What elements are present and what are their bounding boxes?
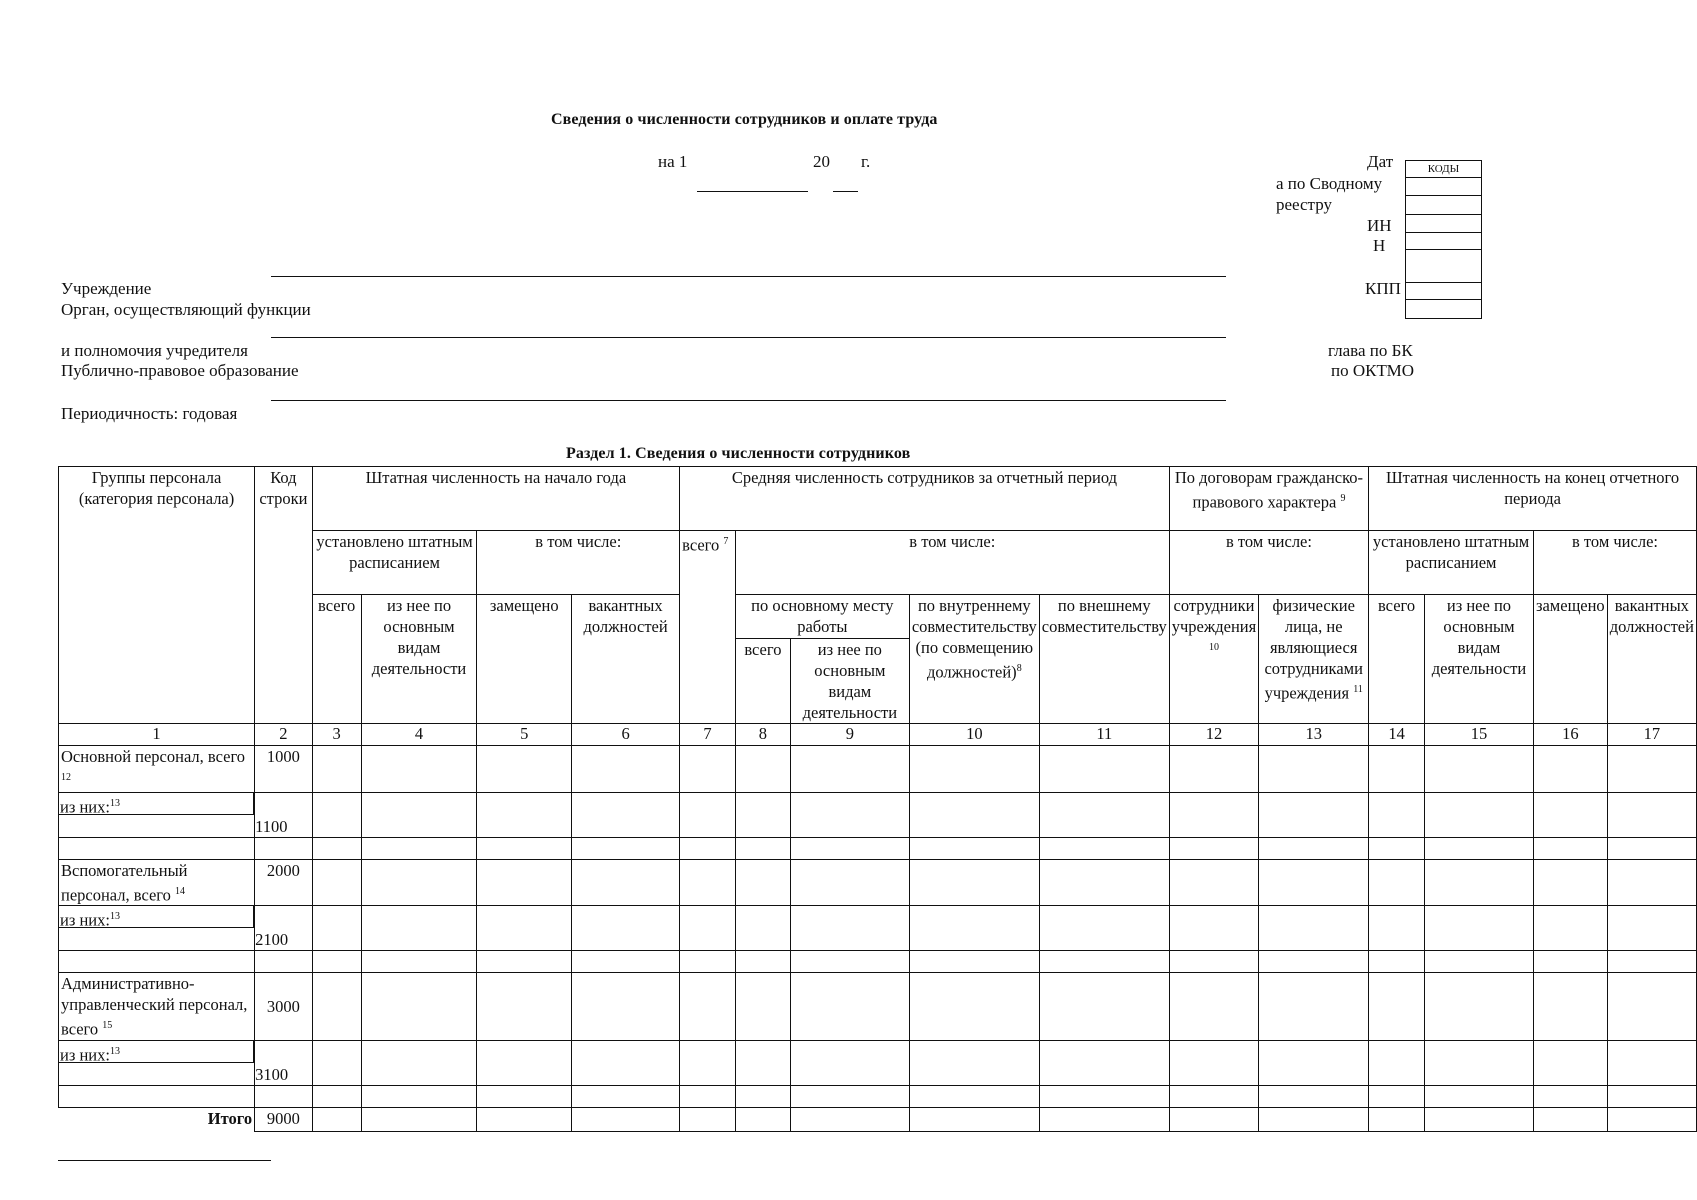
of-them-label: из них:$^{13}$ (59, 1041, 254, 1063)
codes-header: КОДЫ (1406, 161, 1481, 178)
data-cell[interactable] (572, 951, 680, 973)
data-cell[interactable] (1259, 1107, 1369, 1131)
codes-inn-label-2: Н (1373, 236, 1386, 255)
col-code-header: Код строки (255, 467, 313, 724)
code-svod-cell[interactable] (1406, 196, 1481, 215)
data-cell[interactable] (1039, 859, 1169, 906)
established-header: установлено штатным расписанием (312, 531, 477, 595)
data-cell[interactable] (680, 906, 736, 951)
col-number: 5 (477, 724, 572, 746)
col-groups-header: Группы персонала (категория персонала) (59, 467, 255, 724)
col-number: 4 (361, 724, 477, 746)
data-cell[interactable] (735, 1040, 790, 1085)
data-cell[interactable] (1369, 973, 1425, 1041)
avg-header: Средняя численность сотрудников за отчетный период (680, 467, 1170, 531)
data-cell[interactable] (1369, 951, 1425, 973)
table-row (59, 1085, 1697, 1107)
data-cell[interactable] (1369, 859, 1425, 906)
footnote-separator (58, 1160, 271, 1161)
table-row (59, 906, 1697, 951)
date-suffix: г. (861, 152, 871, 171)
codes-svod-label: а по Сводному (1276, 174, 1383, 193)
data-cell[interactable] (909, 746, 1039, 793)
data-cell[interactable] (1607, 1040, 1696, 1085)
data-cell[interactable] (735, 1085, 790, 1107)
data-cell[interactable] (1259, 746, 1369, 793)
data-cell[interactable] (312, 1107, 361, 1131)
data-cell[interactable] (680, 792, 736, 837)
col-number: 10 (909, 724, 1039, 746)
data-cell[interactable] (735, 859, 790, 906)
data-cell[interactable] (477, 1107, 572, 1131)
data-cell[interactable] (1369, 1040, 1425, 1085)
row-label: Административно-управленческий персонал, всего $^{15}$ (59, 973, 255, 1041)
col-number: 1 (59, 724, 255, 746)
data-cell[interactable] (1169, 792, 1258, 837)
data-cell[interactable] (680, 951, 736, 973)
data-cell[interactable] (572, 792, 680, 837)
of-them-cell (59, 906, 255, 951)
main-place-total-header: всего (735, 639, 790, 724)
data-cell[interactable] (735, 906, 790, 951)
contracts-incl-header: в том числе: (1169, 531, 1368, 595)
data-cell[interactable] (361, 859, 477, 906)
codes-inn-label: ИН (1367, 216, 1392, 235)
data-cell[interactable] (790, 837, 909, 859)
data-cell[interactable] (1259, 906, 1369, 951)
data-cell[interactable] (1424, 746, 1533, 793)
data-cell[interactable] (1424, 973, 1533, 1041)
data-cell[interactable] (1039, 792, 1169, 837)
section-title: Раздел 1. Сведения о численности сотрудников (566, 445, 911, 462)
data-cell[interactable] (1169, 906, 1258, 951)
data-cell[interactable] (572, 1085, 680, 1107)
data-cell[interactable] (909, 859, 1039, 906)
staff-end-header: Штатная численность на конец отчетного периода (1369, 467, 1697, 531)
row-code: 2000 (255, 859, 313, 906)
data-cell[interactable] (572, 1107, 680, 1131)
data-cell[interactable] (790, 1085, 909, 1107)
data-cell[interactable] (909, 906, 1039, 951)
table-row (59, 951, 1697, 973)
row-code: 1100 (255, 792, 313, 837)
date-year-prefix: 20 (813, 152, 830, 171)
data-cell[interactable] (572, 1040, 680, 1085)
codes-table (1405, 160, 1482, 319)
data-cell[interactable] (1259, 973, 1369, 1041)
data-cell[interactable] (790, 973, 909, 1041)
table-row (59, 792, 1697, 837)
date-prefix: на 1 (658, 152, 688, 171)
incl-end-header: в том числе: (1533, 531, 1696, 595)
data-cell[interactable] (312, 973, 361, 1041)
data-cell[interactable] (361, 1107, 477, 1131)
public-entity-label: Публично-правовое образование (61, 361, 299, 380)
data-cell[interactable] (1607, 973, 1696, 1041)
data-cell[interactable] (1607, 837, 1696, 859)
end-vacant-header: вакантных должностей (1607, 595, 1696, 724)
organ-label-2: и полномочия учредителя (61, 341, 248, 360)
data-cell[interactable] (680, 1107, 736, 1131)
col-number: 9 (790, 724, 909, 746)
data-cell[interactable] (477, 1085, 572, 1107)
data-cell[interactable] (1607, 951, 1696, 973)
data-cell[interactable] (312, 1085, 361, 1107)
blank-code-cell[interactable] (255, 837, 313, 859)
col-number: 11 (1039, 724, 1169, 746)
data-cell[interactable] (1533, 1107, 1607, 1131)
data-cell[interactable] (1424, 906, 1533, 951)
data-cell[interactable] (1169, 1040, 1258, 1085)
data-cell[interactable] (1607, 1107, 1696, 1131)
row-code: 3000 (255, 973, 313, 1041)
data-cell[interactable] (1533, 1040, 1607, 1085)
of-them-cell (59, 792, 255, 837)
data-cell[interactable] (1607, 1085, 1696, 1107)
data-cell[interactable] (1533, 746, 1607, 793)
data-cell[interactable] (909, 1107, 1039, 1131)
institution-field[interactable] (271, 276, 1226, 277)
data-cell[interactable] (1039, 1107, 1169, 1131)
data-cell[interactable] (1259, 792, 1369, 837)
data-cell[interactable] (1169, 1107, 1258, 1131)
data-cell[interactable] (790, 859, 909, 906)
data-cell[interactable] (361, 906, 477, 951)
code-inn-cell-2[interactable] (1406, 250, 1481, 283)
data-cell[interactable] (1259, 1040, 1369, 1085)
data-cell[interactable] (1369, 837, 1425, 859)
col-number: 17 (1607, 724, 1696, 746)
document-title: Сведения о численности сотрудников и оплате труда (551, 111, 938, 128)
data-cell[interactable] (1039, 746, 1169, 793)
table-row (59, 746, 1697, 793)
code-kpp-cell[interactable] (1406, 283, 1481, 300)
data-cell[interactable] (1424, 951, 1533, 973)
data-cell[interactable] (312, 906, 361, 951)
data-cell[interactable] (790, 1107, 909, 1131)
table-row-total (59, 1107, 1697, 1131)
data-cell[interactable] (1169, 837, 1258, 859)
avg-incl-header: в том числе: (735, 531, 1169, 595)
organ-field[interactable] (271, 337, 1226, 338)
data-cell[interactable] (572, 973, 680, 1041)
data-cell[interactable] (312, 859, 361, 906)
start-filled-header: замещено (477, 595, 572, 724)
data-cell[interactable] (477, 792, 572, 837)
main-place-header: по основному месту работы (735, 595, 909, 639)
data-cell[interactable] (790, 1040, 909, 1085)
data-cell[interactable] (572, 746, 680, 793)
codes-date-label: Дат (1367, 152, 1394, 171)
data-cell[interactable] (312, 951, 361, 973)
contracts-header: По договорам гражданско-правового характера $^9$ (1169, 467, 1368, 531)
individuals-header: физические лица, не являющиеся сотрудниками учреждения $^{11}$ (1259, 595, 1369, 724)
code-inn-cell[interactable] (1406, 233, 1481, 250)
row-code: 1000 (255, 746, 313, 793)
data-cell[interactable] (1259, 951, 1369, 973)
data-cell[interactable] (909, 1085, 1039, 1107)
data-cell[interactable] (1533, 973, 1607, 1041)
col-number: 14 (1369, 724, 1425, 746)
data-cell[interactable] (790, 906, 909, 951)
data-cell[interactable] (1169, 951, 1258, 973)
data-cell[interactable] (1169, 973, 1258, 1041)
data-cell[interactable] (909, 1040, 1039, 1085)
blank-label-cell (59, 951, 255, 973)
col-number: 6 (572, 724, 680, 746)
data-cell[interactable] (1424, 1107, 1533, 1131)
col-number: 2 (255, 724, 313, 746)
avg-total-header: всего $^7$ (680, 531, 736, 724)
data-cell[interactable] (1533, 906, 1607, 951)
data-cell[interactable] (477, 906, 572, 951)
data-cell[interactable] (1607, 792, 1696, 837)
data-cell[interactable] (680, 1040, 736, 1085)
data-cell[interactable] (1424, 1085, 1533, 1107)
codes-reestr-label: реестру (1276, 195, 1332, 214)
data-cell[interactable] (1607, 746, 1696, 793)
data-cell[interactable] (1039, 1040, 1169, 1085)
data-cell[interactable] (790, 746, 909, 793)
col-number: 7 (680, 724, 736, 746)
code-extra-cell[interactable] (1406, 300, 1481, 315)
data-cell[interactable] (790, 951, 909, 973)
blank-label-cell (59, 1085, 255, 1107)
data-cell[interactable] (790, 792, 909, 837)
start-vacant-header: вакантных должностей (572, 595, 680, 724)
data-cell[interactable] (1039, 837, 1169, 859)
total-code: 9000 (255, 1107, 313, 1131)
data-cell[interactable] (1533, 951, 1607, 973)
data-cell[interactable] (1259, 837, 1369, 859)
public-entity-field[interactable] (271, 400, 1226, 401)
data-cell[interactable] (1369, 1107, 1425, 1131)
institution-label: Учреждение (61, 279, 152, 298)
data-cell[interactable] (1607, 906, 1696, 951)
col-number: 16 (1533, 724, 1607, 746)
data-cell[interactable] (1259, 1085, 1369, 1107)
data-cell[interactable] (361, 837, 477, 859)
data-cell[interactable] (312, 837, 361, 859)
end-main-activity-header: из нее по основным видам деятельности (1424, 595, 1533, 724)
code-reestr-cell[interactable] (1406, 215, 1481, 233)
data-cell[interactable] (1039, 1085, 1169, 1107)
data-cell[interactable] (735, 951, 790, 973)
data-cell[interactable] (1424, 837, 1533, 859)
data-cell[interactable] (477, 1040, 572, 1085)
data-cell[interactable] (1533, 1085, 1607, 1107)
data-cell[interactable] (1424, 1040, 1533, 1085)
data-cell[interactable] (735, 973, 790, 1041)
data-cell[interactable] (312, 1040, 361, 1085)
codes-kpp-label: КПП (1365, 279, 1401, 298)
col-number: 15 (1424, 724, 1533, 746)
data-cell[interactable] (312, 792, 361, 837)
data-cell[interactable] (572, 859, 680, 906)
data-cell[interactable] (477, 837, 572, 859)
data-cell[interactable] (1424, 792, 1533, 837)
external-header: по внешнему совместительству (1039, 595, 1169, 724)
data-cell[interactable] (909, 792, 1039, 837)
blank-code-cell[interactable] (255, 951, 313, 973)
data-cell[interactable] (680, 973, 736, 1041)
of-them-cell (59, 1040, 255, 1085)
total-label: Итого (59, 1107, 255, 1131)
row-label: Основной персонал, всего $^{12}$ (59, 746, 255, 793)
row-label: Вспомогательный персонал, всего $^{14}$ (59, 859, 255, 906)
employees-header: сотрудники учреждения $^{10}$ (1169, 595, 1258, 724)
data-cell[interactable] (735, 746, 790, 793)
data-cell[interactable] (680, 859, 736, 906)
table-row (59, 973, 1697, 1041)
col-number: 3 (312, 724, 361, 746)
data-cell[interactable] (1169, 746, 1258, 793)
data-cell[interactable] (735, 1107, 790, 1131)
data-cell[interactable] (477, 859, 572, 906)
data-cell[interactable] (1259, 859, 1369, 906)
data-cell[interactable] (312, 746, 361, 793)
data-cell[interactable] (680, 837, 736, 859)
staff-start-header: Штатная численность на начало года (312, 467, 679, 531)
table-row (59, 837, 1697, 859)
col-number: 12 (1169, 724, 1258, 746)
data-cell[interactable] (477, 746, 572, 793)
row-code: 3100 (255, 1040, 313, 1085)
start-main-activity-header: из нее по основным видам деятельности (361, 595, 477, 724)
main-place-activity-header: из нее по основным видам деятельности (790, 639, 909, 724)
data-cell[interactable] (1169, 1085, 1258, 1107)
data-cell[interactable] (1039, 973, 1169, 1041)
data-cell[interactable] (1369, 906, 1425, 951)
col-number: 13 (1259, 724, 1369, 746)
data-cell[interactable] (1369, 792, 1425, 837)
staff-table (58, 466, 1697, 1132)
data-cell[interactable] (1533, 859, 1607, 906)
blank-label-cell (59, 837, 255, 859)
incl-header: в том числе: (477, 531, 680, 595)
data-cell[interactable] (1424, 859, 1533, 906)
table-row (59, 1040, 1697, 1085)
end-total-header: всего (1369, 595, 1425, 724)
data-cell[interactable] (572, 906, 680, 951)
table-row (59, 859, 1697, 906)
end-filled-header: замещено (1533, 595, 1607, 724)
internal-header: по внутреннему совместительству (по совмещению должностей)$^8$ (909, 595, 1039, 724)
of-them-label: из них:$^{13}$ (59, 906, 254, 928)
data-cell[interactable] (680, 746, 736, 793)
data-cell[interactable] (909, 837, 1039, 859)
data-cell[interactable] (361, 1040, 477, 1085)
data-cell[interactable] (1039, 906, 1169, 951)
date-day-month-field[interactable] (697, 191, 808, 192)
data-cell[interactable] (680, 1085, 736, 1107)
data-cell[interactable] (1533, 837, 1607, 859)
data-cell[interactable] (1039, 951, 1169, 973)
col-number: 8 (735, 724, 790, 746)
established-end-header: установлено штатным расписанием (1369, 531, 1534, 595)
data-cell[interactable] (477, 973, 572, 1041)
data-cell[interactable] (909, 973, 1039, 1041)
data-cell[interactable] (1169, 859, 1258, 906)
data-cell[interactable] (1369, 746, 1425, 793)
data-cell[interactable] (1607, 859, 1696, 906)
data-cell[interactable] (572, 837, 680, 859)
data-cell[interactable] (361, 1085, 477, 1107)
of-them-label: из них:$^{13}$ (59, 793, 254, 815)
start-total-header: всего (312, 595, 361, 724)
data-cell[interactable] (1533, 792, 1607, 837)
data-cell[interactable] (361, 973, 477, 1041)
data-cell[interactable] (1369, 1085, 1425, 1107)
date-year-field[interactable] (833, 191, 858, 192)
organ-label-1: Орган, осуществляющий функции (61, 300, 311, 319)
data-cell[interactable] (909, 951, 1039, 973)
blank-code-cell[interactable] (255, 1085, 313, 1107)
data-cell[interactable] (735, 837, 790, 859)
data-cell[interactable] (361, 951, 477, 973)
data-cell[interactable] (361, 746, 477, 793)
codes-oktmo-label: по ОКТМО (1331, 361, 1415, 380)
data-cell[interactable] (735, 792, 790, 837)
code-date-cell[interactable] (1406, 178, 1481, 196)
row-code: 2100 (255, 906, 313, 951)
data-cell[interactable] (361, 792, 477, 837)
codes-glava-label: глава по БК (1328, 341, 1413, 360)
data-cell[interactable] (477, 951, 572, 973)
periodicity-label: Периодичность: годовая (61, 404, 238, 423)
